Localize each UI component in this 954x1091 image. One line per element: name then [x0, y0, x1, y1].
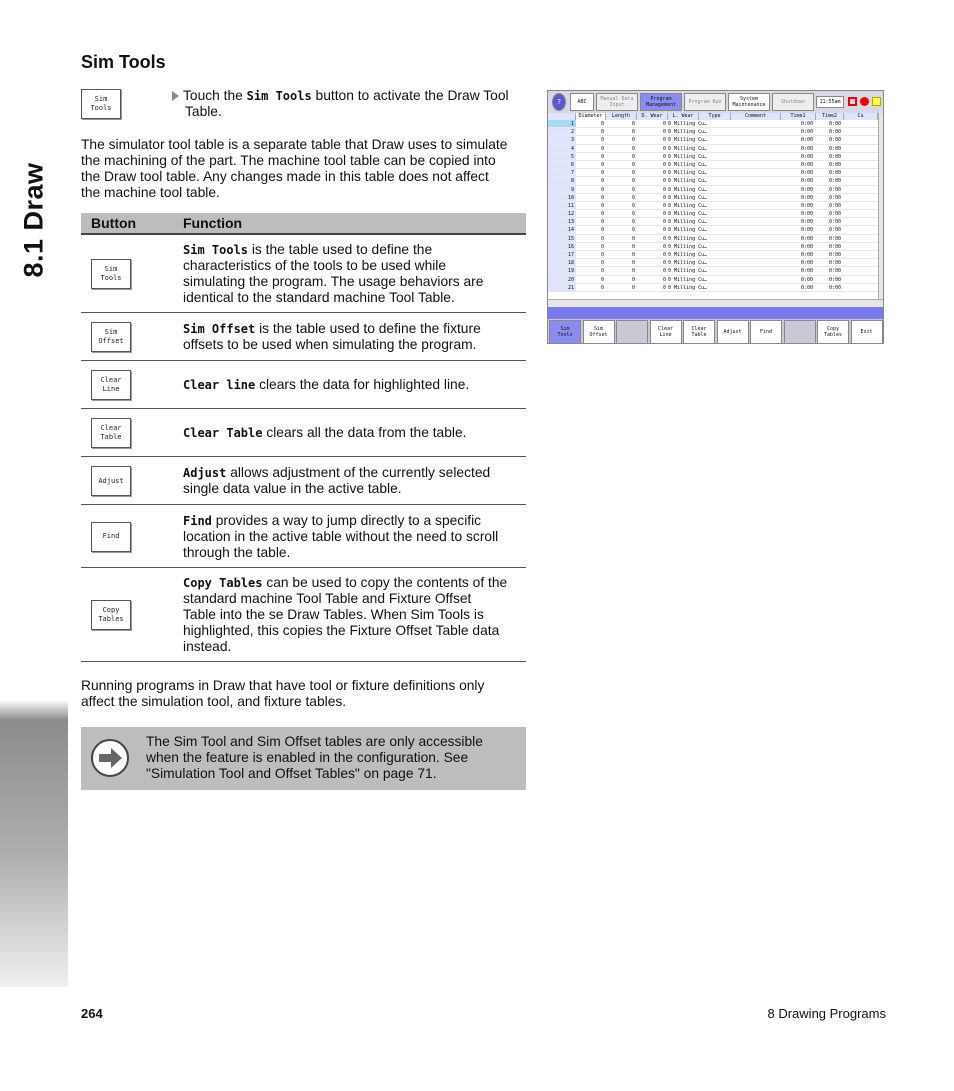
grid-row[interactable]: 7 0 0 0 0 Milling Cu… 0:00 0:00	[548, 169, 878, 177]
table-row	[81, 457, 526, 505]
grid-row[interactable]: 21 0 0 0 0 Milling Cu… 0:00 0:00	[548, 284, 878, 292]
softkey[interactable]: Clear Line	[650, 320, 682, 344]
note-text: The Sim Tool and Sim Offset tables are only accessible when the feature is enabled in the configuration. See "Simulation Tool and Offset Tables" on page 71.	[146, 734, 483, 781]
softkey[interactable]: Adjust	[717, 320, 749, 344]
paragraph-1: The simulator tool table is a separate table that Draw uses to simulate the machining of the part. The machine tool table can be copied into the Draw tool table. Any changes made in this table does not affect the machine tool table.	[81, 137, 508, 200]
lock-icon[interactable]	[872, 97, 881, 106]
softkey[interactable]	[784, 320, 816, 344]
intro-text: Touch the Sim Tools button to activate the Draw Tool Table.	[172, 88, 532, 120]
function-description: Sim Offset is the table used to define the fixture offsets to be used when simulating the program.	[183, 321, 481, 352]
grid-row[interactable]: 8 0 0 0 0 Milling Cu… 0:00 0:00	[548, 177, 878, 185]
grid-column-header[interactable]: D. Wear	[637, 113, 668, 120]
grid-column-header[interactable]: Cu	[844, 113, 878, 120]
grid-column-header[interactable]: Time1	[781, 113, 816, 120]
function-code: Clear line	[183, 378, 256, 392]
function-code: Adjust	[183, 466, 227, 480]
grid-row[interactable]: 3 0 0 0 0 Milling Cu… 0:00 0:00	[548, 136, 878, 144]
grid-row[interactable]: 11 0 0 0 0 Milling Cu… 0:00 0:00	[548, 202, 878, 210]
grid-row[interactable]: 4 0 0 0 0 Milling Cu… 0:00 0:00	[548, 145, 878, 153]
softkey[interactable]: Sim Offset	[583, 320, 615, 344]
function-code: Copy Tables	[183, 576, 263, 590]
table-row	[81, 313, 526, 361]
function-description: Sim Tools is the table used to define the characteristics of the tools to be used while simulating the program. The usage behaviors are identical to the standard machine Tool Table.	[183, 242, 484, 305]
function-code: Sim Offset	[183, 322, 256, 336]
function-code: Find	[183, 513, 212, 528]
grid-row[interactable]: 1 0 0 0 0 Milling Cu… 0:00 0:00	[548, 120, 878, 128]
grid-column-header[interactable]	[548, 113, 576, 120]
table-row	[81, 235, 526, 313]
chapter-tab	[10, 160, 58, 280]
grid-column-header[interactable]: Diameter	[576, 113, 606, 120]
stop-icon[interactable]	[848, 97, 857, 106]
paragraph-2: Running programs in Draw that have tool or fixture definitions only affect the simulation tool, and fixture tables.	[81, 678, 485, 709]
horizontal-scrollbar[interactable]	[548, 299, 884, 307]
function-description: Adjust allows adjustment of the currently selected single data value in the active table.	[183, 465, 491, 496]
grid-row[interactable]: 9 0 0 0 0 Milling Cu… 0:00 0:00	[548, 186, 878, 194]
grid-row[interactable]: 12 0 0 0 0 Milling Cu… 0:00 0:00	[548, 210, 878, 218]
softkey[interactable]: Find	[750, 320, 782, 344]
grid-row[interactable]: 18 0 0 0 0 Milling Cu… 0:00 0:00	[548, 259, 878, 267]
grid-column-header[interactable]: Type	[699, 113, 731, 120]
function-description: Clear line clears the data for highlighted line.	[183, 377, 470, 392]
grid-row[interactable]: 14 0 0 0 0 Milling Cu… 0:00 0:00	[548, 226, 878, 234]
softkey-bar	[548, 319, 884, 344]
clock: 11:55am	[816, 96, 844, 108]
grid-row[interactable]: 13 0 0 0 0 Milling Cu… 0:00 0:00	[548, 218, 878, 226]
shutdown-button[interactable]: Shutdown	[772, 93, 814, 111]
program-run-button[interactable]: Program Run	[684, 93, 726, 111]
manual-data-input-button[interactable]: Manual Data Input	[596, 93, 638, 111]
grid-row[interactable]: 10 0 0 0 0 Milling Cu… 0:00 0:00	[548, 194, 878, 202]
function-description: Copy Tables can be used to copy the contents of the standard machine Tool Table and Fixture Offset Table into the se Draw Tables. When Sim Tools is highlighted, this copies the Fixture Offset Table data instead.	[183, 575, 508, 654]
chapter-label: 8.1 Draw	[18, 162, 49, 278]
grid-row[interactable]: 6 0 0 0 0 Milling Cu… 0:00 0:00	[548, 161, 878, 169]
function-code: Sim Tools	[183, 243, 249, 257]
softkey[interactable]: Sim Tools	[549, 320, 581, 344]
grid-row[interactable]: 17 0 0 0 0 Milling Cu… 0:00 0:00	[548, 251, 878, 259]
note-box	[81, 727, 526, 790]
button-image: Copy Tables	[91, 600, 131, 630]
grid-row[interactable]: 15 0 0 0 0 Milling Cu… 0:00 0:00	[548, 235, 878, 243]
top-toolbar	[548, 91, 884, 113]
button-function-table	[81, 213, 526, 662]
button-image: Clear Table	[91, 418, 131, 448]
softkey[interactable]: Clear Table	[683, 320, 715, 344]
grid-row[interactable]: 20 0 0 0 0 Milling Cu… 0:00 0:00	[548, 276, 878, 284]
button-image: Sim Offset	[91, 322, 131, 352]
sim-tools-button-image: Sim Tools	[81, 89, 121, 119]
vertical-scrollbar[interactable]	[878, 113, 884, 299]
button-image: Find	[91, 522, 131, 552]
chapter-sidebar	[0, 0, 68, 987]
button-image: Adjust	[91, 466, 131, 496]
grid-row[interactable]: 19 0 0 0 0 Milling Cu… 0:00 0:00	[548, 267, 878, 275]
grid-column-header[interactable]: Comment	[731, 113, 781, 120]
button-image: Sim Tools	[91, 259, 131, 289]
draw-tool-table-screenshot	[547, 90, 884, 344]
softkey[interactable]	[616, 320, 648, 344]
help-button[interactable]: ?	[552, 93, 566, 111]
grid-column-header[interactable]: L. Wear	[668, 113, 699, 120]
grid-row[interactable]: 16 0 0 0 0 Milling Cu… 0:00 0:00	[548, 243, 878, 251]
status-band	[548, 307, 884, 319]
record-icon[interactable]	[860, 97, 869, 106]
table-row	[81, 568, 526, 662]
function-description: Clear Table clears all the data from the table.	[183, 425, 467, 440]
softkey[interactable]: Exit	[851, 320, 883, 344]
grid-row[interactable]: 2 0 0 0 0 Milling Cu… 0:00 0:00	[548, 128, 878, 136]
page-number: 264	[81, 1006, 103, 1021]
table-row	[81, 505, 526, 568]
softkey[interactable]: Copy Tables	[817, 320, 849, 344]
table-header: Button Function	[81, 213, 526, 235]
grid-column-header[interactable]: Length	[606, 113, 637, 120]
button-image: Clear Line	[91, 370, 131, 400]
grid-column-header[interactable]: Time2	[816, 113, 844, 120]
table-row	[81, 361, 526, 409]
footer-chapter: 8 Drawing Programs	[767, 1006, 886, 1021]
function-code: Clear Table	[183, 426, 263, 440]
arrow-icon	[172, 91, 179, 101]
grid-header	[548, 113, 878, 120]
system-maintenance-button[interactable]: System Maintenance	[728, 93, 770, 111]
abc-button[interactable]: ABC	[570, 93, 594, 111]
section-title: Sim Tools	[81, 52, 166, 72]
tool-grid[interactable]	[548, 113, 878, 299]
function-description: Find provides a way to jump directly to a specific location in the active table without the need to scroll through the table.	[183, 512, 499, 560]
table-row	[81, 409, 526, 457]
program-management-button[interactable]: Program Management	[640, 93, 682, 111]
grid-row[interactable]: 5 0 0 0 0 Milling Cu… 0:00 0:00	[548, 153, 878, 161]
arrow-right-icon	[91, 739, 129, 777]
